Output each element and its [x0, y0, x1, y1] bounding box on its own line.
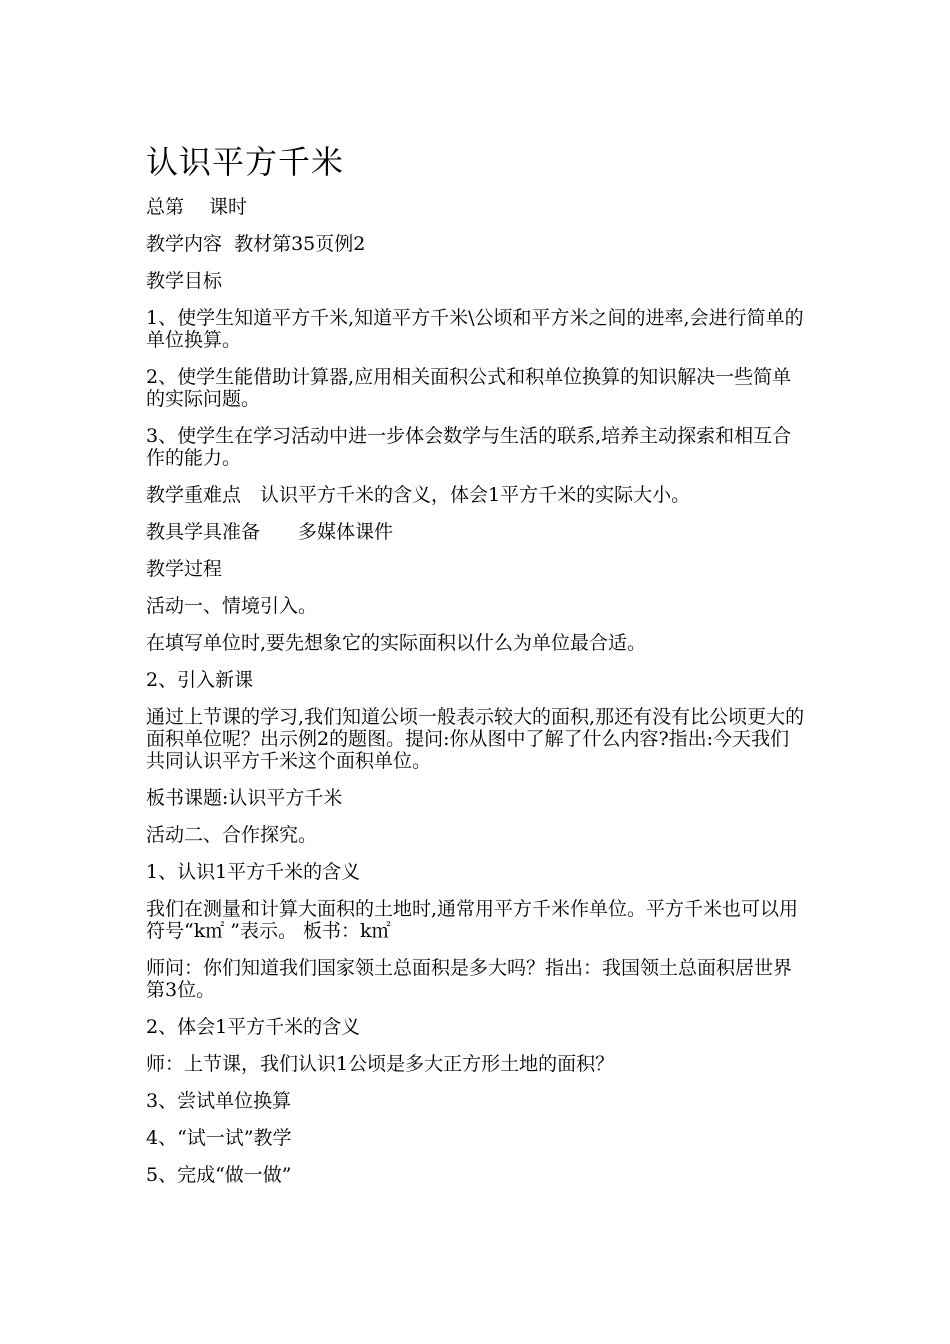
heading-activity-1: 活动一、情境引入。	[146, 595, 318, 617]
paragraph-goal-2: 2、使学生能借助计算器,应用相关面积公式和积单位换算的知识解决一些简单的实际问题。	[146, 366, 792, 410]
heading-meaning-1km2: 1、认识1平方千米的含义	[146, 861, 361, 883]
paragraph-lesson-number: 总第 课时	[146, 196, 248, 218]
paragraph-teaching-aids: 教具学具准备 多媒体课件	[146, 521, 394, 543]
heading-new-lesson: 2、引入新课	[146, 669, 254, 691]
paragraph-teacher-question: 师问：你们知道我们国家领土总面积是多大吗？指出：我国领土总面积居世界第3位。	[146, 957, 793, 1001]
paragraph-key-points: 教学重难点 认识平方千米的含义，体会1平方千米的实际大小。	[146, 484, 691, 506]
heading-activity-2: 活动二、合作探究。	[146, 824, 318, 846]
paragraph-km2-symbol: 我们在测量和计算大面积的土地时,通常用平方千米作单位。平方千米也可以用符号“k㎡ ”表示。 板书：k㎡	[146, 898, 799, 942]
heading-experience-1km2: 2、体会1平方千米的含义	[146, 1016, 361, 1038]
paragraph-activity-1-text: 在填写单位时,要先想象它的实际面积以什么为单位最合适。	[146, 632, 647, 654]
heading-teaching-goals: 教学目标	[146, 270, 223, 292]
heading-teaching-process: 教学过程	[146, 558, 223, 580]
heading-unit-conversion: 3、尝试单位换算	[146, 1090, 292, 1112]
paragraph-board-title: 板书课题:认识平方千米	[146, 787, 343, 809]
heading-try-it: 4、“试一试”教学	[146, 1127, 292, 1149]
document-page	[146, 140, 808, 1201]
paragraph-teaching-content: 教学内容 教材第35页例2	[146, 233, 366, 255]
heading-do-it: 5、完成“做一做”	[146, 1164, 292, 1186]
paragraph-goal-3: 3、使学生在学习活动中进一步体会数学与生活的联系,培养主动探索和相互合作的能力。	[146, 425, 792, 469]
paragraph-goal-1: 1、使学生知道平方千米,知道平方千米\公顷和平方米之间的进率,会进行简单的单位换算。	[146, 307, 804, 351]
document-title: 认识平方千米	[146, 143, 345, 181]
paragraph-new-lesson-text: 通过上节课的学习,我们知道公顷一般表示较大的面积,那还有没有比公顷更大的面积单位呢？出示例2的题图。提问:你从图中了解了什么内容?指出:今天我们共同认识平方千米这个面积单位。	[146, 706, 805, 772]
paragraph-hectare-question: 师：上节课，我们认识1公顷是多大正方形土地的面积？	[146, 1053, 615, 1075]
